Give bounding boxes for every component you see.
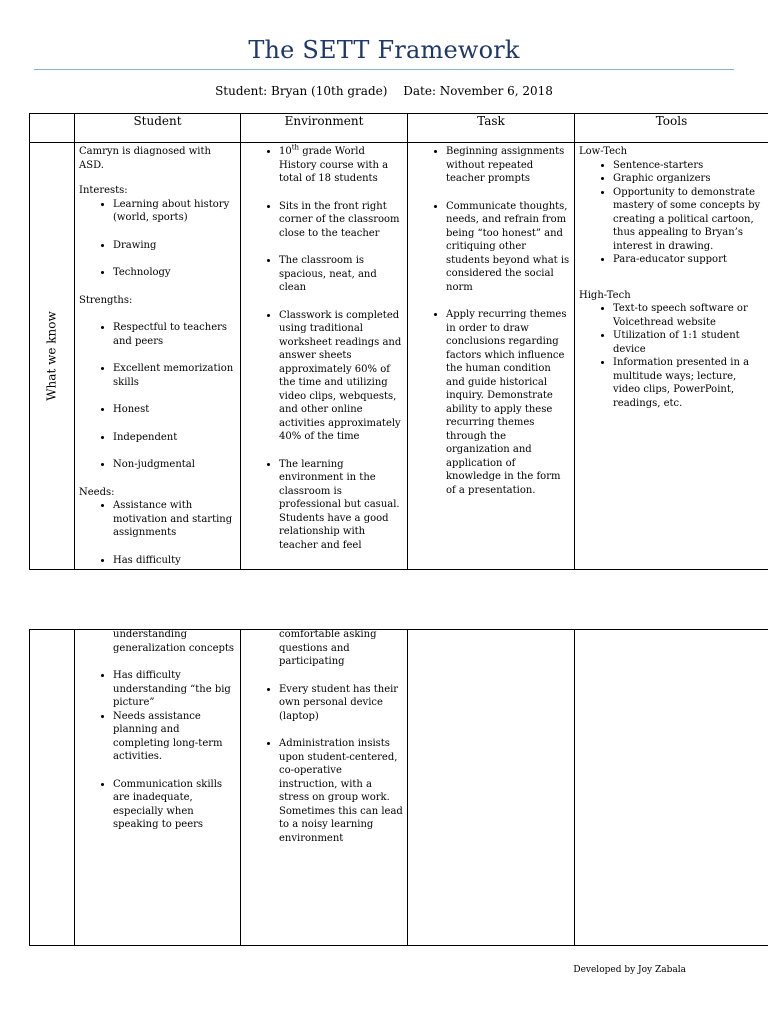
task-cell-continued <box>408 630 575 946</box>
side-label-cell-continued <box>30 630 75 946</box>
side-label-cell <box>30 143 75 570</box>
list-item: • Every student has their own personal device (laptop) <box>279 683 403 724</box>
list-item: • Respectful to teachers and peers <box>113 321 236 348</box>
list-item: • Communicate thoughts, needs, and refrain from being “too honest” and critiquing other students beyond what is considered the social norm <box>446 200 570 295</box>
student-cell <box>75 143 241 570</box>
environment-cell <box>241 143 408 570</box>
high-tech-label: High-Tech <box>579 289 631 301</box>
list-item: • Learning about history (world, sports) <box>113 198 236 225</box>
sett-table-part-2 <box>29 629 768 946</box>
list-item: • Beginning assignments without repeated teacher prompts <box>446 145 570 186</box>
low-tech-list <box>579 159 764 267</box>
content-row-continued <box>30 630 768 946</box>
list-item: • Assistance with motivation and starting assignments <box>113 499 236 540</box>
needs-list-continued <box>79 630 236 832</box>
header-tools: Tools <box>575 114 768 143</box>
list-item: understanding generalization concepts <box>113 629 235 654</box>
environment-cell-continued <box>241 630 408 946</box>
student-intro: Camryn is diagnosed with ASD. <box>79 146 211 171</box>
header-student: Student <box>75 114 241 143</box>
list-item: • Communication skills are inadequate, especially when speaking to peers <box>113 778 236 832</box>
footer-credit: Developed by Joy Zabala <box>573 965 686 975</box>
list-item: • Honest <box>113 403 236 417</box>
list-item: • Excellent memorization skills <box>113 362 236 389</box>
environment-list-continued <box>245 630 403 846</box>
header-row <box>30 114 768 143</box>
header-task: Task <box>408 114 575 143</box>
high-tech-list <box>579 302 764 410</box>
sett-table-part-1 <box>29 113 768 570</box>
interests-list <box>79 198 236 280</box>
list-item: • Administration insists upon student-centered, co-operative instruction, with a stress on group work. Sometimes this can lead to a noisy learning environment <box>279 737 403 845</box>
list-item: • Has difficulty <box>113 554 236 568</box>
student-name: Student: Bryan (10th grade) <box>215 84 388 98</box>
list-item: • Apply recurring themes in order to draw conclusions regarding factors which influence the human condition and guide historical inquiry. Demonstrate ability to apply these recurring themes through the organization and application of knowledge in the form of a presentation. <box>446 308 570 497</box>
document-date: Date: November 6, 2018 <box>403 84 553 98</box>
list-item: • Drawing <box>113 239 236 253</box>
list-item: • Has difficulty understanding “the big picture” <box>113 669 236 710</box>
document-title: The SETT Framework <box>248 36 520 64</box>
grade-text: grade World History course with a total of 18 students <box>279 146 389 184</box>
list-item: comfortable asking questions and participating <box>279 629 377 667</box>
list-item: • Technology <box>113 266 236 280</box>
list-item: • Sentence-starters <box>613 159 764 173</box>
task-cell <box>408 143 575 570</box>
side-label: What we know <box>44 311 59 401</box>
list-item: • Needs assistance planning and completing long-term activities. <box>113 710 236 764</box>
title-divider <box>34 69 734 70</box>
list-item: • Non-judgmental <box>113 458 236 472</box>
list-item: • Opportunity to demonstrate mastery of some concepts by creating a political cartoon, thus appealing to Bryan’s interest in drawing. <box>613 186 764 254</box>
tools-cell <box>575 143 768 570</box>
low-tech-label: Low-Tech <box>579 146 628 157</box>
header-blank <box>30 114 75 143</box>
list-item: • The classroom is spacious, neat, and clean <box>279 254 403 295</box>
student-cell-continued <box>75 630 241 946</box>
list-item: • Para-educator support <box>613 253 764 267</box>
list-item: • Utilization of 1:1 student device <box>613 329 764 356</box>
tools-cell-continued <box>575 630 768 946</box>
strengths-list <box>79 321 236 472</box>
needs-list <box>79 499 236 567</box>
task-list <box>412 145 570 497</box>
list-item: • Graphic organizers <box>613 172 764 186</box>
content-row <box>30 143 768 570</box>
needs-label: Needs: <box>79 486 115 498</box>
list-item <box>279 145 403 186</box>
environment-list <box>245 145 403 552</box>
list-item: • Text-to speech software or Voicethread website <box>613 302 764 329</box>
grade-number: 10 <box>279 146 292 157</box>
list-item: • Information presented in a multitude ways; lecture, video clips, PowerPoint, readings, etc. <box>613 356 764 410</box>
student-info-line <box>0 84 768 98</box>
grade-suffix: th <box>291 143 300 152</box>
header-environment: Environment <box>241 114 408 143</box>
interests-label: Interests: <box>79 185 128 196</box>
list-item: • The learning environment in the classroom is professional but casual. Students have a good relationship with teacher and feel <box>279 458 403 553</box>
list-item: • Classwork is completed using traditional worksheet readings and answer sheets approximately 60% of the time and utilizing video clips, webquests, and other online activities approximately 40% of the time <box>279 309 403 444</box>
list-item: • Independent <box>113 431 236 445</box>
list-item: • Sits in the front right corner of the classroom close to the teacher <box>279 200 403 241</box>
strengths-label: Strengths: <box>79 294 133 306</box>
